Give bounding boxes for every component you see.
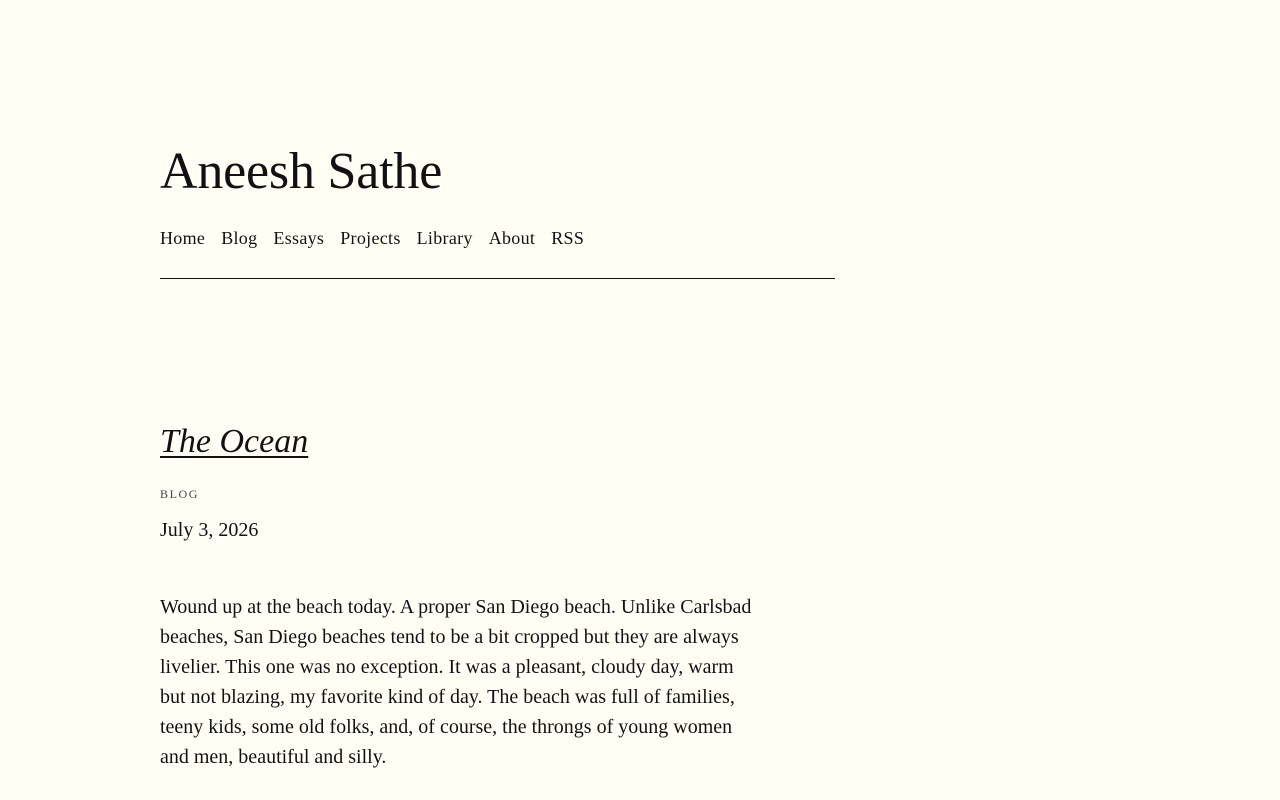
nav-about[interactable]: About bbox=[488, 228, 536, 248]
post-body bbox=[160, 592, 760, 772]
blog-post bbox=[160, 420, 760, 772]
site-title[interactable]: Aneesh Sathe bbox=[160, 143, 443, 200]
post-title-link[interactable]: The Ocean bbox=[160, 423, 309, 460]
nav-essays[interactable]: Essays bbox=[273, 228, 325, 248]
post-title bbox=[160, 420, 760, 464]
site-header bbox=[160, 140, 835, 252]
post-category[interactable]: BLOG bbox=[160, 487, 200, 501]
nav-blog[interactable]: Blog bbox=[221, 228, 258, 248]
header-divider bbox=[160, 278, 835, 279]
nav-projects[interactable]: Projects bbox=[340, 228, 401, 248]
post-date: July 3, 2026 bbox=[160, 519, 259, 541]
post-paragraph: Wound up at the beach today. A proper San Diego beach. Unlike Carlsbad beaches, San Diego beaches tend to be a bit cropped but they are always livelier. This one was no exception. It was a pleasant, cloudy day, warm but not blazing, my favorite kind of day. The beach was full of families, teeny kids, some old folks, and, of course, the throngs of young women and men, beautiful and silly. bbox=[160, 596, 752, 768]
nav-library[interactable]: Library bbox=[416, 228, 473, 248]
nav-home[interactable]: Home bbox=[160, 228, 206, 248]
main-nav bbox=[160, 224, 835, 252]
nav-rss[interactable]: RSS bbox=[551, 228, 585, 248]
